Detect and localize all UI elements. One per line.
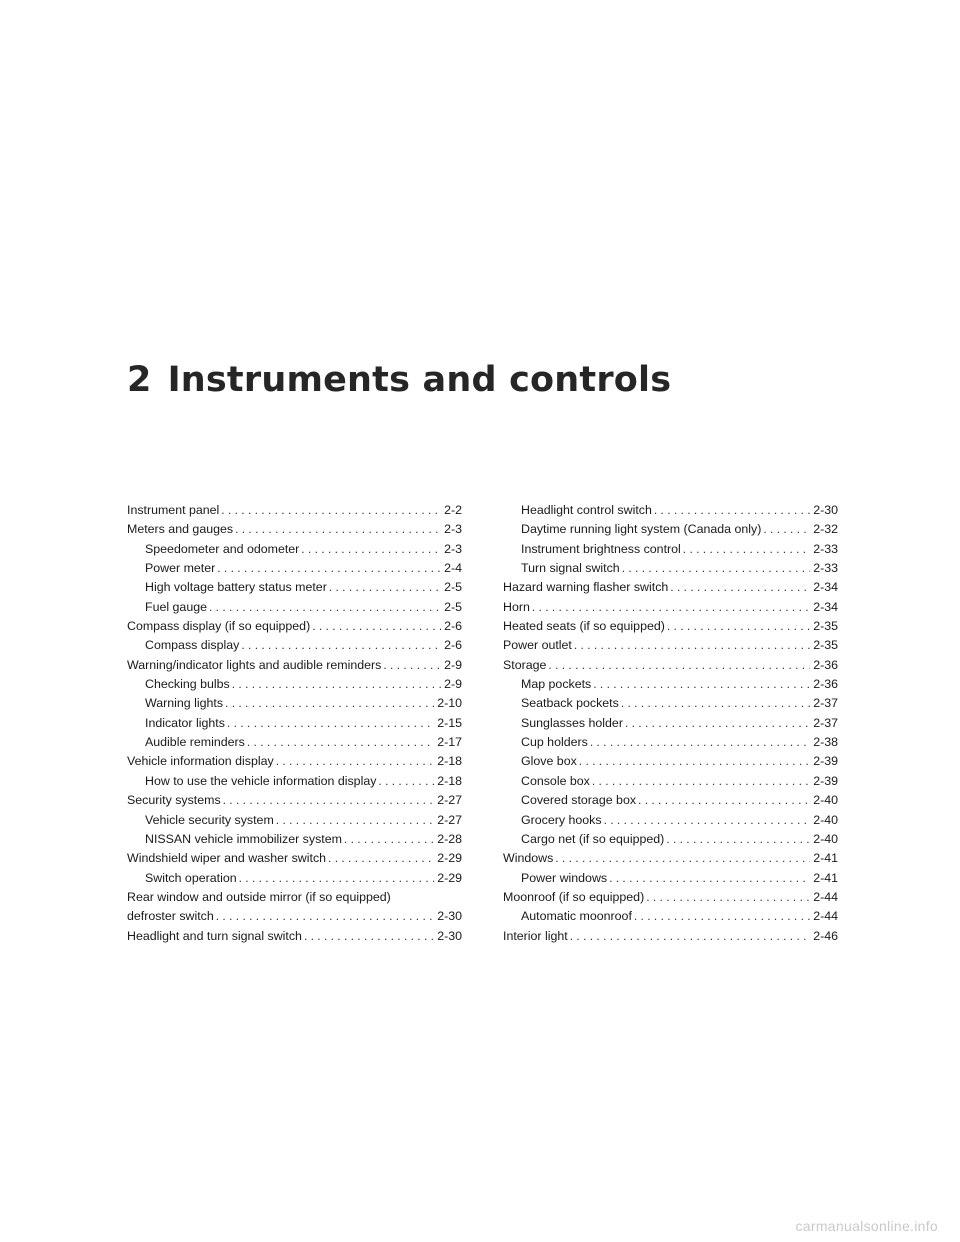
toc-entry[interactable] — [503, 811, 838, 830]
toc-entry-page: 2-29 — [437, 870, 462, 885]
dot-leader — [553, 849, 810, 868]
toc-entry-page: 2-35 — [813, 619, 838, 634]
dot-leader — [223, 694, 434, 713]
toc-entry-page: 2-40 — [813, 812, 838, 827]
toc-entry[interactable] — [503, 907, 838, 926]
toc-entry-page: 2-39 — [813, 754, 838, 769]
toc-entry-title: Headlight and turn signal switch — [127, 928, 302, 943]
toc-entry-page: 2-30 — [813, 503, 838, 517]
toc-entry-title: Daytime running light system (Canada only) — [521, 522, 762, 537]
toc-entry[interactable] — [127, 559, 462, 578]
toc-entry-title: Power outlet — [503, 638, 572, 653]
dot-leader — [381, 656, 441, 675]
dot-leader — [632, 907, 810, 926]
dot-leader — [207, 598, 441, 617]
toc-entry-title: How to use the vehicle information display — [145, 773, 377, 788]
toc-entry-page: 2-5 — [444, 599, 462, 614]
dot-leader — [623, 714, 810, 733]
dot-leader — [215, 559, 441, 578]
toc-entry-title: defroster switch — [127, 909, 214, 924]
toc-entry-title: Console box — [521, 773, 590, 788]
toc-entry-page: 2-46 — [813, 928, 838, 943]
toc-entry-title: Checking bulbs — [145, 677, 230, 692]
dot-leader — [761, 520, 810, 539]
dot-leader — [219, 501, 441, 520]
dot-leader — [327, 578, 441, 597]
toc-entry-page: 2-27 — [437, 812, 462, 827]
toc-entry-title: Audible reminders — [145, 735, 245, 750]
toc-entry[interactable] — [503, 714, 838, 733]
toc-entry-title: Sunglasses holder — [521, 715, 623, 730]
toc-entry[interactable] — [127, 617, 462, 636]
toc-entry-page: 2-32 — [813, 522, 838, 537]
toc-entry-title: Security systems — [127, 793, 221, 808]
toc-entry[interactable] — [503, 636, 838, 655]
dot-leader — [214, 907, 434, 926]
toc-entry[interactable] — [127, 598, 462, 617]
toc-left-column — [127, 501, 462, 946]
dot-leader — [652, 501, 810, 520]
toc-entry[interactable] — [503, 520, 838, 539]
dot-leader — [681, 540, 810, 559]
toc-entry-title: NISSAN vehicle immobilizer system — [145, 831, 342, 846]
toc-entry[interactable] — [127, 714, 462, 733]
dot-leader — [342, 830, 434, 849]
toc-entry[interactable] — [127, 849, 462, 868]
toc-entry-page: 2-6 — [444, 638, 462, 653]
dot-leader — [310, 617, 441, 636]
toc-entry-title: Windows — [503, 851, 554, 866]
toc-entry[interactable] — [127, 520, 462, 539]
toc-entry-title: Instrument panel — [127, 503, 220, 517]
toc-entry[interactable] — [127, 772, 462, 791]
toc-entry-page: 2-15 — [437, 715, 462, 730]
toc-entry-title: Compass display (if so equipped) — [127, 619, 311, 634]
toc-entry-page: 2-33 — [813, 541, 838, 556]
chapter-number: 2 — [127, 360, 152, 400]
toc-entry-page: 2-2 — [444, 503, 462, 517]
toc-entry-page: 2-38 — [813, 735, 838, 750]
toc-entry-title: Cup holders — [521, 735, 588, 750]
toc-entry-page: 2-28 — [437, 831, 462, 846]
dot-leader — [326, 849, 434, 868]
dot-leader — [636, 791, 810, 810]
toc-entry[interactable] — [127, 540, 462, 559]
toc-entry-title: Vehicle security system — [145, 812, 274, 827]
dot-leader — [590, 772, 810, 791]
toc-entry-title: Headlight control switch — [521, 503, 652, 517]
toc-entry-page: 2-35 — [813, 638, 838, 653]
toc-entry[interactable] — [127, 791, 462, 810]
toc-entry-title: Moonroof (if so equipped) — [503, 889, 645, 904]
toc-entry-page: 2-41 — [813, 870, 838, 885]
toc-entry-page: 2-40 — [813, 793, 838, 808]
toc-entry-title: Hazard warning flasher switch — [503, 580, 669, 595]
toc-entry-title: Indicator lights — [145, 715, 225, 730]
toc-entry-title: High voltage battery status meter — [145, 580, 327, 595]
toc-entry-page: 2-9 — [444, 657, 462, 672]
toc-entry-page: 2-30 — [437, 928, 462, 943]
toc-entry[interactable] — [503, 540, 838, 559]
toc-entry-title: Instrument brightness control — [521, 541, 681, 556]
toc-right-column — [503, 501, 838, 946]
dot-leader — [644, 888, 810, 907]
dot-leader — [577, 752, 810, 771]
toc-entry[interactable] — [127, 811, 462, 830]
toc-entry-page: 2-37 — [813, 696, 838, 711]
toc-entry[interactable] — [503, 675, 838, 694]
toc-entry-page: 2-40 — [813, 831, 838, 846]
dot-leader — [619, 694, 810, 713]
toc-entry-page: 2-34 — [813, 580, 838, 595]
toc-entry[interactable] — [127, 578, 462, 597]
dot-leader — [530, 598, 810, 617]
toc-entry[interactable] — [127, 927, 462, 946]
toc-entry-page: 2-37 — [813, 715, 838, 730]
toc-entry-page: 2-5 — [444, 580, 462, 595]
toc-entry[interactable] — [127, 675, 462, 694]
dot-leader — [299, 540, 441, 559]
toc-entry[interactable] — [503, 888, 838, 907]
toc-entry-prefix: Rear window and outside mirror (if so equipped) — [127, 889, 391, 904]
toc-entry-page: 2-18 — [437, 773, 462, 788]
toc-entry-title: Vehicle information display — [127, 754, 274, 769]
toc-entry-page: 2-18 — [437, 754, 462, 769]
toc-entry-title: Glove box — [521, 754, 577, 769]
toc-entry[interactable] — [127, 907, 462, 926]
dot-leader — [588, 733, 810, 752]
chapter-title — [127, 360, 671, 400]
dot-leader — [668, 578, 810, 597]
dot-leader — [546, 656, 810, 675]
chapter-title-text: Instruments and controls — [167, 360, 672, 400]
dot-leader — [230, 675, 441, 694]
toc-entry-page: 2-36 — [813, 657, 838, 672]
toc-entry[interactable] — [503, 772, 838, 791]
dot-leader — [664, 830, 810, 849]
toc-entry[interactable] — [127, 869, 462, 888]
dot-leader — [568, 927, 810, 946]
toc-entry-title: Windshield wiper and washer switch — [127, 851, 327, 866]
toc-entry-title: Switch operation — [145, 870, 237, 885]
toc-entry-page: 2-33 — [813, 561, 838, 576]
dot-leader — [225, 714, 434, 733]
toc-entry-page: 2-3 — [444, 522, 462, 537]
toc-entry-title: Interior light — [503, 928, 568, 943]
toc-entry-page: 2-3 — [444, 541, 462, 556]
toc-entry-title: Grocery hooks — [521, 812, 602, 827]
toc-entry[interactable] — [127, 830, 462, 849]
toc-entry-title: Seatback pockets — [521, 696, 619, 711]
toc-entry[interactable] — [127, 694, 462, 713]
dot-leader — [245, 733, 434, 752]
toc-entry-page: 2-29 — [437, 851, 462, 866]
dot-leader — [237, 869, 435, 888]
toc-entry[interactable] — [503, 501, 838, 520]
toc-entry[interactable] — [503, 578, 838, 597]
dot-leader — [233, 520, 441, 539]
toc-entry[interactable] — [503, 849, 838, 868]
dot-leader — [607, 869, 810, 888]
toc-entry-page: 2-34 — [813, 599, 838, 614]
dot-leader — [620, 559, 810, 578]
toc-entry-title: Heated seats (if so equipped) — [503, 619, 665, 634]
toc-entry-page: 2-10 — [437, 696, 462, 711]
dot-leader — [302, 927, 434, 946]
dot-leader — [602, 811, 811, 830]
toc-entry[interactable] — [503, 694, 838, 713]
dot-leader — [665, 617, 810, 636]
toc-entry-page: 2-44 — [813, 909, 838, 924]
watermark-text: carmanualsonline.info — [795, 1218, 938, 1234]
toc-entry-title: Turn signal switch — [521, 561, 620, 576]
toc-entry-page: 2-9 — [444, 677, 462, 692]
dot-leader — [572, 636, 810, 655]
toc-entry[interactable] — [503, 733, 838, 752]
toc-entry[interactable] — [503, 791, 838, 810]
toc-entry[interactable] — [127, 752, 462, 771]
toc-entry-page: 2-36 — [813, 677, 838, 692]
toc-entry-title: Power meter — [145, 561, 216, 576]
toc-entry-page: 2-27 — [437, 793, 462, 808]
dot-leader — [274, 811, 434, 830]
toc-entry[interactable] — [127, 733, 462, 752]
toc-entry-title: Fuel gauge — [145, 599, 208, 614]
toc-entry-page: 2-6 — [444, 619, 462, 634]
toc-entry-page: 2-30 — [437, 909, 462, 924]
toc-entry-title: Meters and gauges — [127, 522, 234, 537]
toc-entry-title: Warning/indicator lights and audible reminders — [127, 657, 382, 672]
dot-leader — [221, 791, 435, 810]
toc-entry-title: Warning lights — [145, 696, 224, 711]
toc-entry-title: Power windows — [521, 870, 608, 885]
toc-entry[interactable] — [503, 752, 838, 771]
toc-entry-title: Horn — [503, 599, 530, 614]
toc-entry[interactable] — [127, 656, 462, 675]
toc-entry-title: Storage — [503, 657, 547, 672]
toc-entry-title: Cargo net (if so equipped) — [521, 831, 665, 846]
dot-leader — [591, 675, 810, 694]
dot-leader — [376, 772, 434, 791]
toc-entry-page: 2-41 — [813, 851, 838, 866]
toc-entry-page: 2-39 — [813, 773, 838, 788]
toc-entry-page: 2-44 — [813, 889, 838, 904]
toc-entry[interactable] — [503, 927, 838, 946]
toc-entry-page: 2-4 — [444, 561, 462, 576]
dot-leader — [274, 752, 434, 771]
toc-entry-page: 2-17 — [437, 735, 462, 750]
toc-entry[interactable] — [503, 598, 838, 617]
toc-entry-title: Compass display — [145, 638, 240, 653]
toc-entry[interactable] — [503, 656, 838, 675]
toc-entry-title: Speedometer and odometer — [145, 541, 300, 556]
toc-entry-title: Covered storage box — [521, 793, 637, 808]
toc-entry[interactable] — [503, 559, 838, 578]
toc-entry-title: Map pockets — [521, 677, 592, 692]
toc-entry[interactable] — [503, 830, 838, 849]
toc-entry[interactable] — [503, 869, 838, 888]
toc-entry[interactable] — [127, 501, 462, 520]
toc-entry-title: Automatic moonroof — [521, 909, 632, 924]
toc-entry[interactable] — [503, 617, 838, 636]
toc-entry[interactable] — [127, 636, 462, 655]
dot-leader — [239, 636, 441, 655]
